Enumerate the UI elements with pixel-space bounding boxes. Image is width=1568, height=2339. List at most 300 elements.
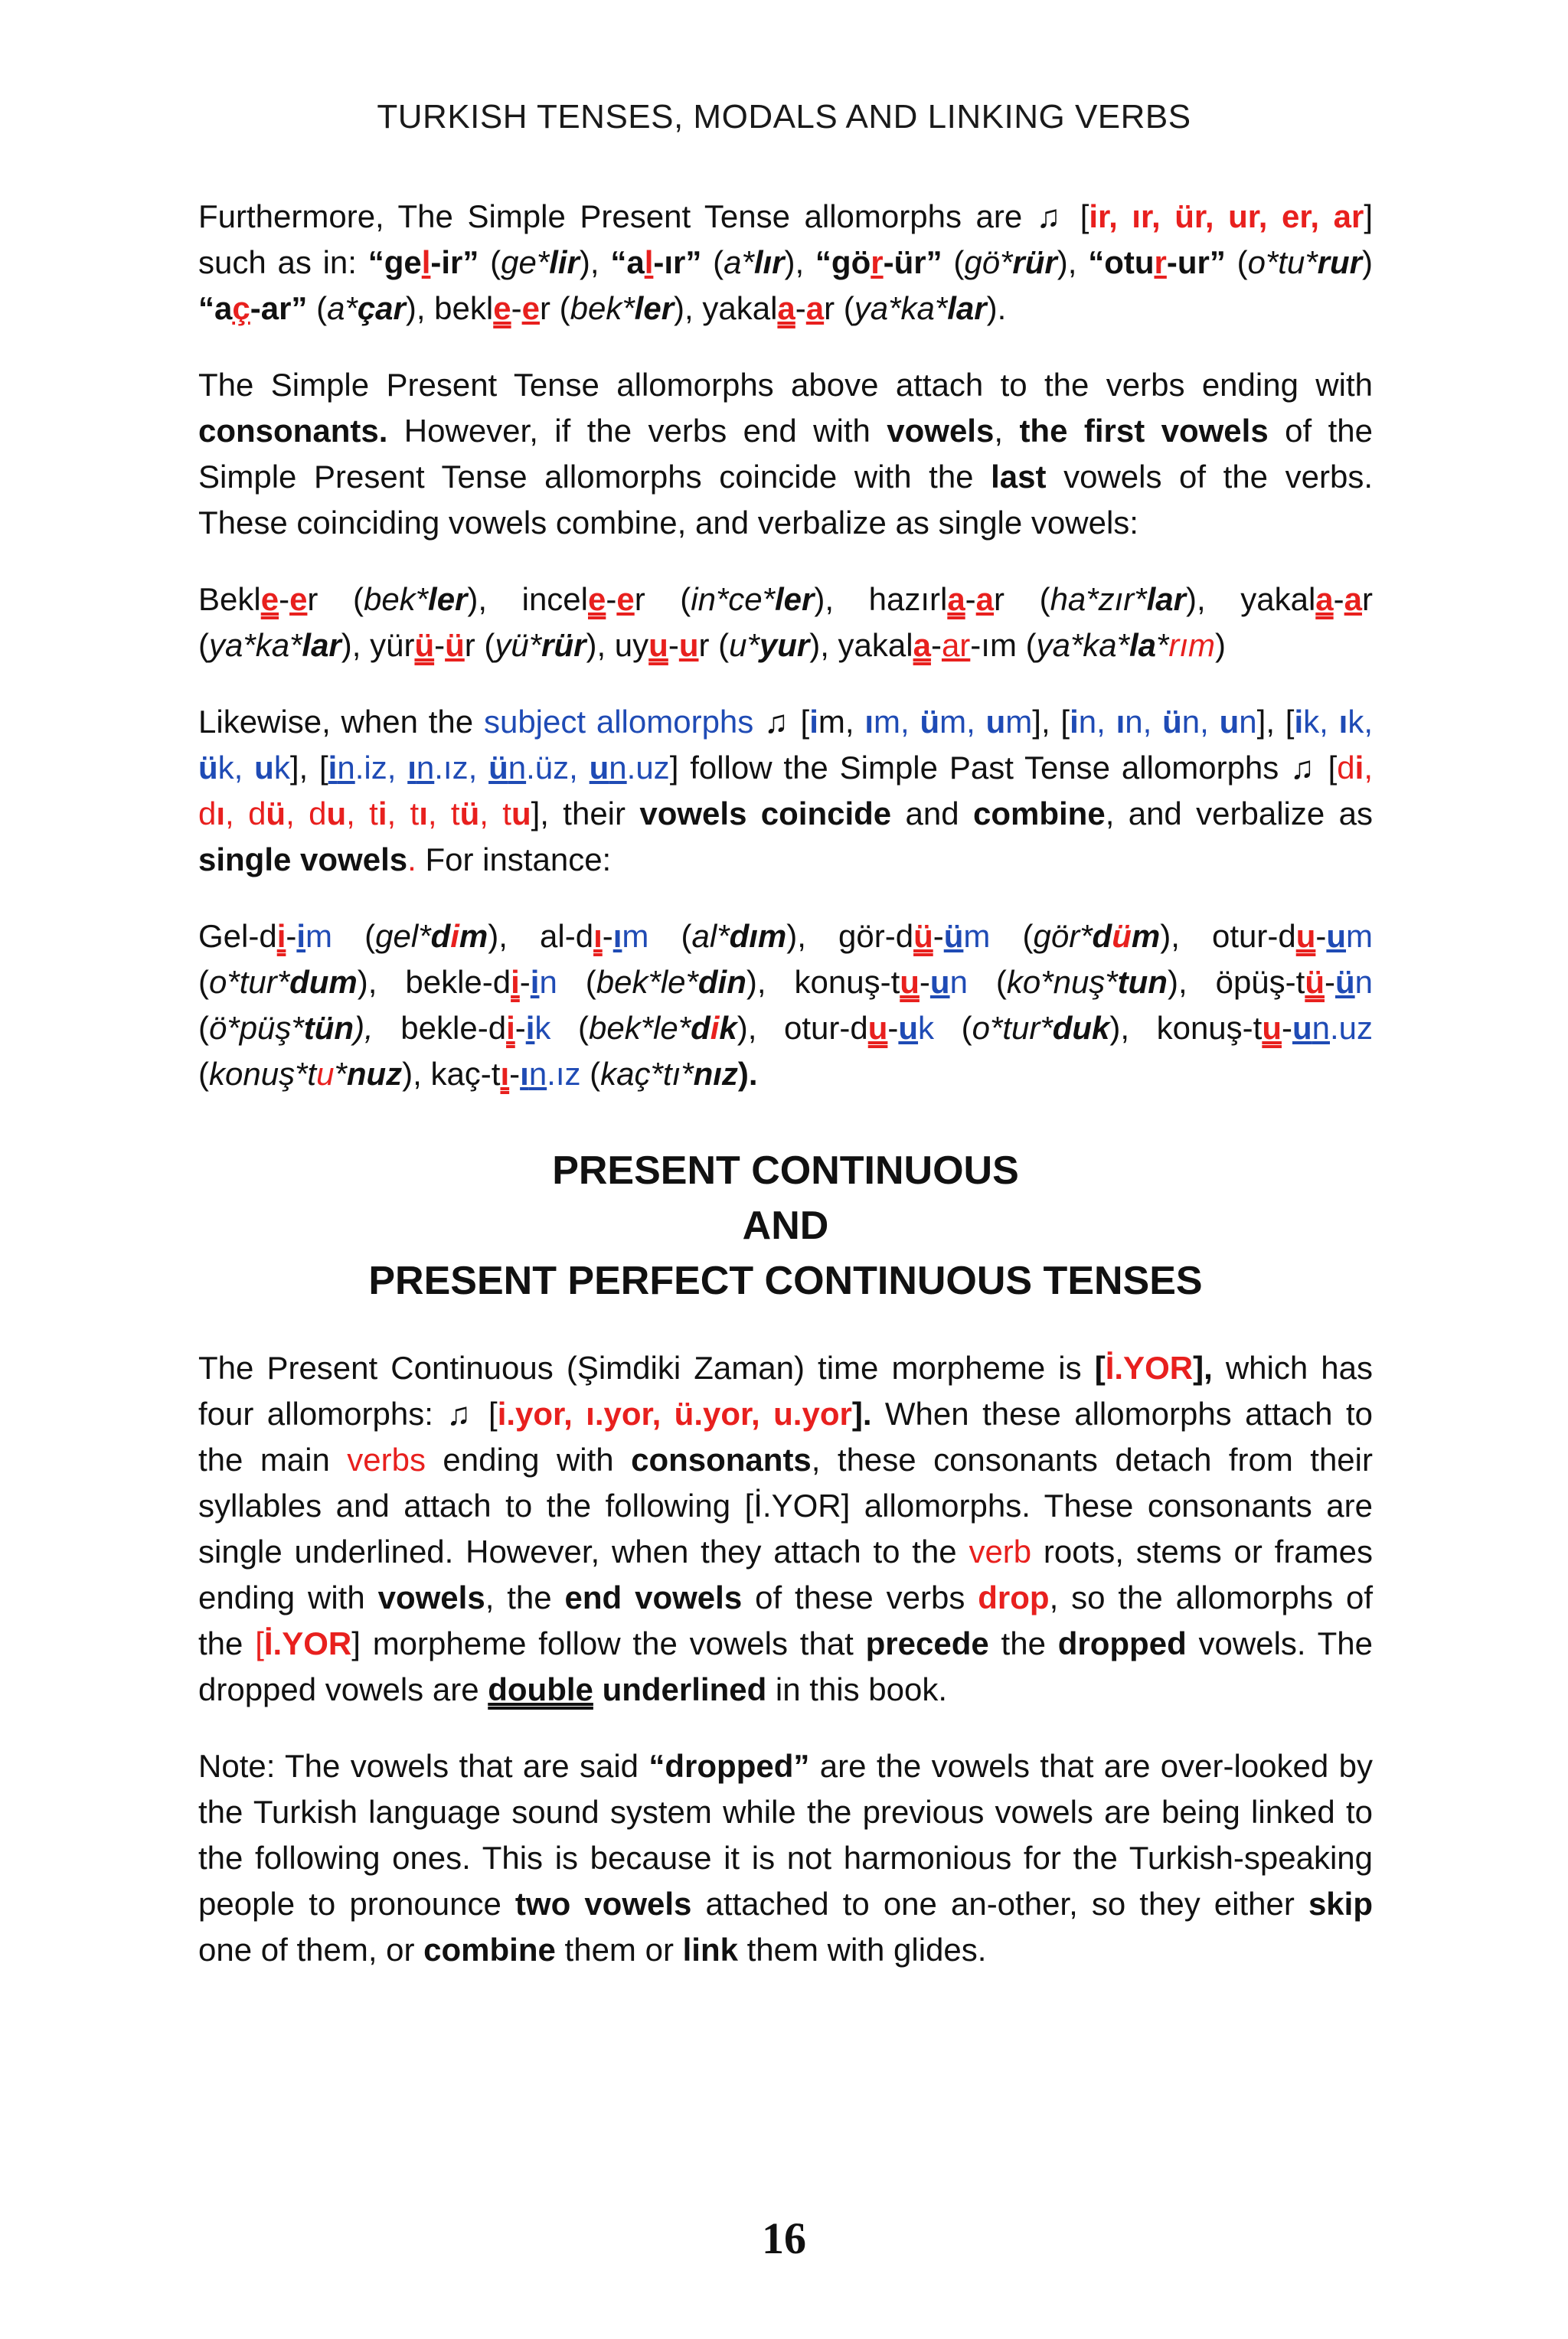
text-run: r xyxy=(1154,244,1167,280)
text-run: k, xyxy=(217,750,255,786)
running-header: TURKISH TENSES, MODALS AND LINKING VERBS xyxy=(377,98,1191,136)
text-run: u xyxy=(1262,1010,1282,1046)
text-run: single vowels xyxy=(198,841,408,877)
text-run: u xyxy=(900,964,920,1000)
text-run: , xyxy=(1364,750,1373,786)
text-run: ( xyxy=(550,1010,589,1046)
text-run: k xyxy=(918,1010,935,1046)
text-run: nuz xyxy=(346,1056,403,1092)
text-run: .iz, xyxy=(354,750,408,786)
text-run: ), konuş-t xyxy=(746,964,900,1000)
text-run: u xyxy=(589,750,609,786)
text-run: n xyxy=(1239,704,1257,740)
text-run: vowels of the verbs. These coinciding vowels combine, and verbalize as single vowels: xyxy=(198,459,1373,541)
text-run: Bekl xyxy=(198,581,261,617)
text-run: ), xyxy=(405,290,435,326)
text-run: them or xyxy=(555,1932,683,1968)
text-run: - xyxy=(668,627,679,663)
text-run: ), al-d xyxy=(488,918,594,954)
text-run: vowels. The dropped vowels are xyxy=(198,1625,1373,1707)
text-run: vowels coincide xyxy=(639,795,892,831)
text-run: , xyxy=(225,795,249,831)
text-run: tün xyxy=(303,1010,354,1046)
text-run: which has four allomorphs: ♫ [ xyxy=(198,1350,1373,1432)
text-run: l xyxy=(644,244,654,280)
text-run: the xyxy=(988,1625,1058,1661)
text-run: yur xyxy=(759,627,810,663)
text-run: ı xyxy=(593,918,603,954)
text-run: ], [ xyxy=(1256,704,1295,740)
text-run: end vowels xyxy=(564,1579,743,1615)
text-run: of the Simple Present Tense allomorphs coincide with the xyxy=(198,413,1373,495)
text-run: d xyxy=(1092,918,1112,954)
text-run: i xyxy=(525,1010,535,1046)
text-run: “ge xyxy=(368,244,422,280)
text-run: ), otur-d xyxy=(737,1010,868,1046)
text-run: consonants xyxy=(631,1442,812,1478)
text-run: .uz xyxy=(1330,1010,1374,1046)
text-run: ( xyxy=(479,244,501,280)
text-run: ), yakal xyxy=(674,290,778,326)
text-run: o*tur* xyxy=(972,1010,1053,1046)
text-run: [ xyxy=(255,1625,264,1661)
text-run: ), gör-d xyxy=(786,918,914,954)
text-run: - xyxy=(602,918,613,954)
text-run: rım xyxy=(1168,627,1216,663)
text-run: n xyxy=(337,750,355,786)
text-run: a xyxy=(1315,581,1334,617)
text-run: -ür” xyxy=(883,244,942,280)
text-run: underlined xyxy=(602,1671,767,1707)
text-run: ) xyxy=(1215,627,1227,663)
text-run: n, xyxy=(1125,704,1163,740)
text-run: verb xyxy=(969,1534,1032,1570)
text-run: r xyxy=(871,244,884,280)
text-run: m, xyxy=(818,704,865,740)
text-run: “gö xyxy=(815,244,871,280)
text-run: i xyxy=(710,1010,720,1046)
text-run: consonants. xyxy=(198,413,388,449)
text-run: i xyxy=(1070,704,1079,740)
text-run: ü xyxy=(488,750,508,786)
text-run: u xyxy=(1326,918,1347,954)
text-run: e xyxy=(521,290,540,326)
text-run: ], their xyxy=(531,795,640,831)
text-run: ) xyxy=(1362,244,1374,280)
text-run: a xyxy=(805,290,825,326)
text-run: nız xyxy=(693,1056,738,1092)
text-run: ] morpheme follow the vowels that xyxy=(351,1625,866,1661)
text-run: n xyxy=(1354,964,1373,1000)
text-run: u xyxy=(316,1056,335,1092)
text-run: ( xyxy=(580,1056,601,1092)
text-run: u xyxy=(511,795,531,831)
text-run: m, xyxy=(939,704,986,740)
text-run: - xyxy=(434,627,446,663)
text-run: bek*le* xyxy=(588,1010,691,1046)
text-run: t xyxy=(502,795,511,831)
text-run: n xyxy=(508,750,527,786)
text-run: ), xyxy=(579,244,611,280)
text-run: m xyxy=(963,918,991,954)
text-run: Likewise, when the xyxy=(198,704,484,740)
text-run: rür xyxy=(541,627,586,663)
text-run: ( xyxy=(942,244,965,280)
text-run: d xyxy=(1337,750,1355,786)
text-run: u xyxy=(1295,918,1316,954)
text-run: , xyxy=(346,795,370,831)
text-run: bek* xyxy=(570,290,635,326)
text-run: i xyxy=(450,918,459,954)
text-run: - xyxy=(887,1010,899,1046)
text-run: t xyxy=(450,795,460,831)
text-run: ( xyxy=(557,964,596,1000)
text-run: n xyxy=(528,1056,547,1092)
text-run: u xyxy=(1219,704,1240,740)
text-run: ), otur-d xyxy=(1160,918,1296,954)
text-run: m xyxy=(459,918,488,954)
text-run: u xyxy=(326,795,347,831)
text-run: -ar” xyxy=(250,290,308,326)
text-run: d xyxy=(309,795,327,831)
text-run: bekle-d xyxy=(373,1010,507,1046)
text-run: i.yor, ı.yor, ü.yor, u.yor xyxy=(497,1396,852,1432)
text-run: -ım ( xyxy=(970,627,1037,663)
text-run: n xyxy=(1312,1010,1330,1046)
text-run: n xyxy=(609,750,627,786)
text-run: - xyxy=(1333,581,1344,617)
paragraph-present-continuous xyxy=(198,1345,1373,1713)
text-run: attached to one an-other, so they either xyxy=(691,1886,1308,1922)
text-run: lir xyxy=(549,244,580,280)
text-run: ), yakal xyxy=(809,627,913,663)
text-run: i xyxy=(506,1010,515,1046)
text-run: ı xyxy=(216,795,226,831)
text-run: .üz, xyxy=(526,750,590,786)
text-run: - xyxy=(1324,964,1335,1000)
text-run: ar xyxy=(941,627,971,663)
text-run: ( xyxy=(1225,244,1248,280)
text-run: yü* xyxy=(495,627,542,663)
text-run: - xyxy=(930,627,942,663)
text-run: konuş*t xyxy=(209,1056,317,1092)
text-run: ı xyxy=(864,704,874,740)
text-run: ha*zır* xyxy=(1050,581,1147,617)
text-run: e xyxy=(289,581,308,617)
text-run: ( xyxy=(967,964,1007,1000)
text-run: duk xyxy=(1052,1010,1110,1046)
section-title-line-3: PRESENT PERFECT CONTINUOUS TENSES xyxy=(368,1259,1203,1303)
text-run: ü xyxy=(1305,964,1325,1000)
text-run: , so the allomorphs of the xyxy=(198,1579,1374,1661)
text-run: ). xyxy=(737,1056,758,1092)
text-run: n, xyxy=(1078,704,1116,740)
text-run: “a xyxy=(610,244,645,280)
text-run: “a xyxy=(198,290,233,326)
text-run: d xyxy=(691,1010,710,1046)
text-run: ü xyxy=(943,918,964,954)
text-run: u xyxy=(985,704,1006,740)
text-run: ] such as in: xyxy=(198,198,1373,280)
text-run: ( xyxy=(934,1010,972,1046)
text-run: - xyxy=(965,581,976,617)
text-run: m xyxy=(1005,704,1033,740)
text-run: However, if the verbs end with xyxy=(387,413,887,449)
text-run: combine xyxy=(423,1932,556,1968)
text-run: - xyxy=(606,581,617,617)
text-run: k xyxy=(534,1010,551,1046)
text-run: i xyxy=(511,964,520,1000)
text-run: vowels xyxy=(887,413,995,449)
text-run: gel* xyxy=(375,918,431,954)
text-run: , xyxy=(387,795,410,831)
text-run: When these allomorphs attach to the main xyxy=(198,1396,1373,1478)
paragraph-coinciding-vowel-examples xyxy=(198,577,1373,668)
paragraph-subject-allomorphs xyxy=(198,699,1373,883)
text-run: lar xyxy=(302,627,341,663)
text-run: - xyxy=(919,964,930,1000)
text-run: * xyxy=(1156,627,1169,663)
text-run: tun xyxy=(1117,964,1168,1000)
text-run: , these consonants detach from their syllables and attach to the following [İ.YOR] allomorphs. These consonants are single underlined. However, when they attach to the xyxy=(198,1442,1373,1570)
text-run: [ xyxy=(1094,1350,1106,1386)
text-run: verbs xyxy=(347,1442,426,1478)
text-run: a xyxy=(777,290,795,326)
text-run: i xyxy=(1354,750,1364,786)
text-run: e xyxy=(493,290,511,326)
text-run: r ( xyxy=(464,627,495,663)
text-run: ı xyxy=(520,1056,529,1092)
text-run: vowels xyxy=(377,1579,485,1615)
text-run: ), xyxy=(1057,244,1089,280)
text-run: n xyxy=(416,750,435,786)
text-run: lar xyxy=(947,290,987,326)
text-run: ü xyxy=(266,795,286,831)
text-run: , xyxy=(427,795,451,831)
text-run: bekl xyxy=(434,290,494,326)
text-run: ( xyxy=(198,964,209,1000)
text-run: n xyxy=(949,964,968,1000)
text-run: al* xyxy=(691,918,730,954)
text-run: r ( xyxy=(824,290,854,326)
text-run: r ( xyxy=(198,581,1373,663)
text-run: ( xyxy=(701,244,724,280)
text-run: ü xyxy=(920,704,940,740)
text-run: skip xyxy=(1308,1886,1373,1922)
text-run: , xyxy=(994,413,1020,449)
text-run: din xyxy=(697,964,746,1000)
section-title-line-2: AND xyxy=(742,1204,829,1248)
text-run: gö* xyxy=(964,244,1013,280)
text-run: ] follow the Simple Past Tense allomorphs ♫ [ xyxy=(669,750,1338,786)
text-run: i xyxy=(809,704,818,740)
text-run: Gel-d xyxy=(198,918,277,954)
text-run: ]. xyxy=(851,1396,872,1432)
text-run: m xyxy=(1131,918,1161,954)
text-run: ), xyxy=(354,1010,374,1046)
text-run: ü xyxy=(198,750,218,786)
text-run: - xyxy=(279,581,290,617)
text-run: i xyxy=(328,750,338,786)
text-run: k xyxy=(719,1010,737,1046)
text-run: ı xyxy=(612,918,622,954)
text-run: bek* xyxy=(363,581,429,617)
text-run: e xyxy=(588,581,606,617)
text-run: lır xyxy=(753,244,785,280)
text-run: The Simple Present Tense allomorphs above attach to the verbs ending with xyxy=(198,367,1373,403)
text-run: ), bekle-d xyxy=(357,964,511,1000)
text-run: one of them, or xyxy=(198,1932,424,1968)
text-run: u xyxy=(867,1010,888,1046)
paragraph-past-tense-examples xyxy=(198,913,1373,1097)
text-run: d xyxy=(198,795,217,831)
text-run: - xyxy=(511,290,522,326)
text-run: and xyxy=(891,795,973,831)
text-run: ending with xyxy=(425,1442,632,1478)
text-run: - xyxy=(795,290,806,326)
text-run: ö*püş* xyxy=(209,1010,304,1046)
section-title-line-1: PRESENT CONTINUOUS xyxy=(552,1148,1019,1193)
text-run: the first vowels xyxy=(1019,413,1269,449)
text-run: ler xyxy=(634,290,675,326)
text-run: m xyxy=(1346,918,1374,954)
text-run: r ( xyxy=(634,581,691,617)
text-run: u xyxy=(1292,1010,1312,1046)
text-run: ), öpüş-t xyxy=(1167,964,1305,1000)
text-run: İ.YOR xyxy=(263,1625,352,1661)
text-run: ge* xyxy=(501,244,550,280)
text-run: ü xyxy=(1162,704,1182,740)
text-run: k xyxy=(273,750,290,786)
text-run: , xyxy=(479,795,503,831)
text-run: u* xyxy=(729,627,760,663)
text-run: r ( xyxy=(539,290,570,326)
text-run: combine xyxy=(972,795,1106,831)
text-run: a xyxy=(947,581,965,617)
text-run: ler xyxy=(428,581,468,617)
text-run: . xyxy=(407,841,416,877)
text-run: For instance: xyxy=(416,841,612,877)
text-run: -ir” xyxy=(430,244,479,280)
text-run: “otu xyxy=(1088,244,1155,280)
page-number: 16 xyxy=(762,2213,806,2263)
text-run: - xyxy=(1281,1010,1292,1046)
text-run: .uz xyxy=(626,750,670,786)
text-run: .ız xyxy=(547,1056,581,1092)
text-run: ı xyxy=(419,795,428,831)
text-run: double xyxy=(488,1671,593,1707)
text-run: u xyxy=(254,750,274,786)
text-run: ı xyxy=(407,750,416,786)
text-run: - xyxy=(1315,918,1327,954)
text-run: precede xyxy=(865,1625,989,1661)
text-run: m xyxy=(622,918,649,954)
text-run: ı xyxy=(1338,704,1348,740)
text-run: o*tu* xyxy=(1247,244,1318,280)
text-run: u xyxy=(648,627,668,663)
text-run: İ.YOR xyxy=(1105,1350,1194,1386)
text-run: ), hazırl xyxy=(814,581,948,617)
text-run: rür xyxy=(1012,244,1057,280)
text-run: t xyxy=(369,795,378,831)
text-run: - xyxy=(514,1010,526,1046)
text-run: are the vowels that are over-looked by the Turkish language sound system while the previous vowels are being linked to the following ones. This is because it is not harmonious for the Turkish-speaking people to pronounce xyxy=(198,1748,1373,1922)
text-run: ler xyxy=(775,581,815,617)
paragraph-note-dropped-vowels xyxy=(198,1743,1373,1973)
text-run: r ( xyxy=(698,627,730,663)
text-run: two vowels xyxy=(514,1886,692,1922)
text-run: ), yür xyxy=(341,627,415,663)
text-run: ), kaç-t xyxy=(402,1056,501,1092)
text-run: d xyxy=(248,795,266,831)
text-run: them with glides. xyxy=(737,1932,987,1968)
text-run: i xyxy=(276,918,286,954)
page-body xyxy=(198,194,1373,2004)
text-run: dum xyxy=(289,964,358,1000)
paragraph-allomorph-examples xyxy=(198,194,1373,332)
text-run: dım xyxy=(729,918,787,954)
text-run: u xyxy=(898,1010,919,1046)
text-run: , the xyxy=(485,1579,565,1615)
text-run: r ( xyxy=(307,581,364,617)
text-run: , xyxy=(286,795,309,831)
text-run: u xyxy=(929,964,950,1000)
text-run: ko*nuş* xyxy=(1006,964,1118,1000)
text-run: The Present Continuous (Şimdiki Zaman) time morpheme is xyxy=(198,1350,1095,1386)
text-run: a xyxy=(1344,581,1362,617)
text-run: * xyxy=(334,1056,347,1092)
text-run: - xyxy=(933,918,944,954)
text-run: gör* xyxy=(1033,918,1093,954)
text-run: ). xyxy=(986,290,1007,326)
text-run: dropped xyxy=(1057,1625,1187,1661)
text-run: -ur” xyxy=(1166,244,1226,280)
text-run: in this book. xyxy=(766,1671,948,1707)
text-run: lar xyxy=(1146,581,1187,617)
text-run: d xyxy=(430,918,451,954)
text-run: subject allomorphs xyxy=(483,704,754,740)
text-run: ], [ xyxy=(289,750,328,786)
text-run: r ( xyxy=(994,581,1050,617)
text-run: m, xyxy=(874,704,920,740)
text-run: ya*ka* xyxy=(854,290,948,326)
text-run: - xyxy=(286,918,297,954)
text-run: la xyxy=(1129,627,1157,663)
text-run: ü xyxy=(1112,918,1132,954)
text-run: e xyxy=(616,581,635,617)
text-run: o*tur* xyxy=(209,964,290,1000)
text-run: i xyxy=(1294,704,1304,740)
text-run: e xyxy=(260,581,279,617)
text-run: - xyxy=(519,964,531,1000)
text-run: ), incel xyxy=(467,581,588,617)
text-run: bek*le* xyxy=(596,964,698,1000)
text-run: ü xyxy=(414,627,435,663)
text-run: ), xyxy=(784,244,815,280)
text-run: k, xyxy=(1348,704,1373,740)
text-run: ( xyxy=(307,290,328,326)
text-run: n xyxy=(539,964,557,1000)
text-run: ), konuş-t xyxy=(1109,1010,1263,1046)
text-run: ya*ka* xyxy=(209,627,302,663)
text-run: a* xyxy=(327,290,358,326)
text-run: ), uy xyxy=(586,627,649,663)
text-run: a* xyxy=(724,244,754,280)
text-run: - xyxy=(509,1056,521,1092)
text-run: ( xyxy=(990,918,1034,954)
text-run: i xyxy=(296,918,306,954)
text-run: ya*ka* xyxy=(1036,627,1129,663)
